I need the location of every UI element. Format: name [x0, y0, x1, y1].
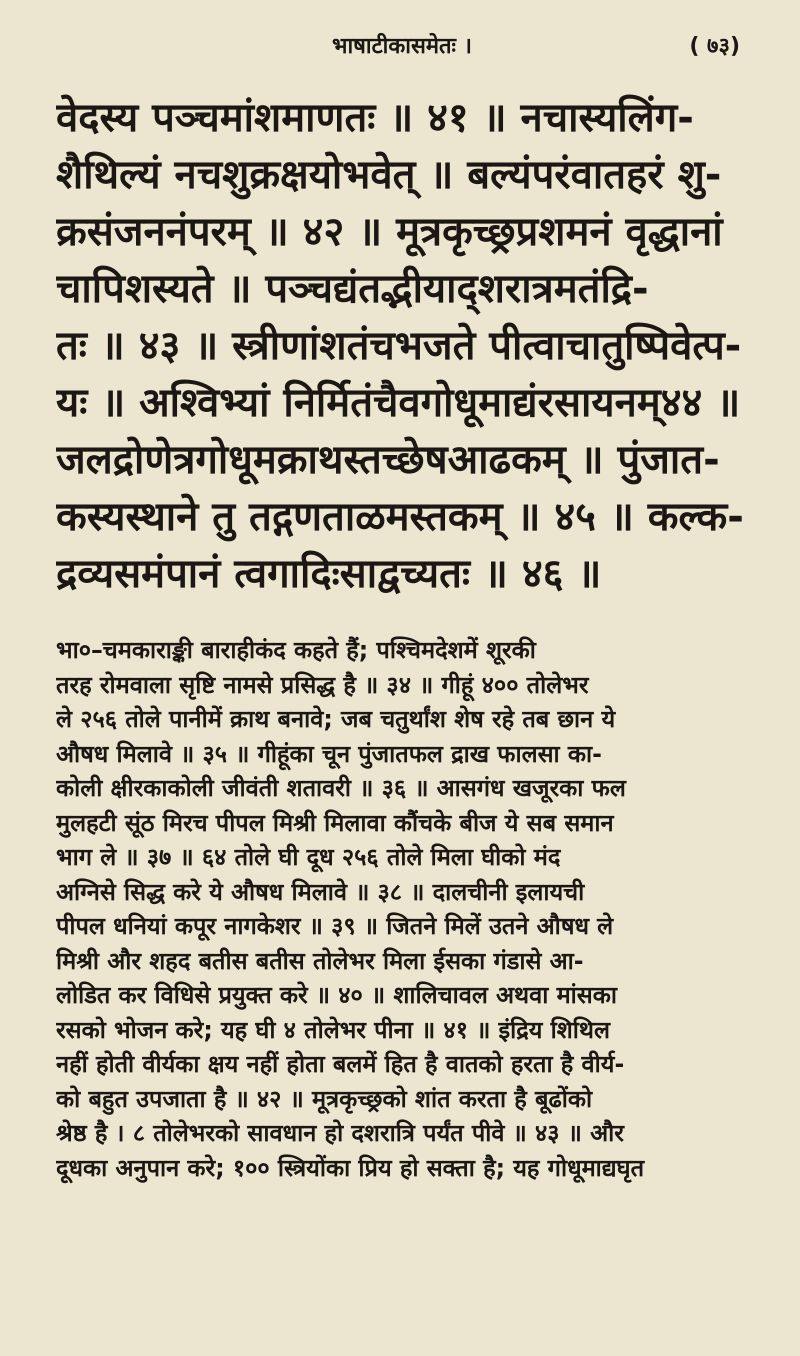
commentary-line: मिश्री और शहद बतीस बतीस तोलेभर मिला ईसका गंडासे आ- — [56, 946, 584, 975]
running-title: भाषाटीकासमेतः । — [332, 34, 472, 59]
verse-line: शैथिल्यं नचशुक्रक्षयोभवेत् ॥ बल्यंपरंवातहरं शु- — [56, 152, 722, 198]
commentary-line: को बहुत उपजाता है ॥ ४२ ॥ मूत्रकृच्छ्रको शांत करता है बूढोंको — [56, 1084, 593, 1113]
verse-line: जलद्रोणेत्रगोधूमक्राथस्तच्छेषआढकम् ॥ पुंजात- — [56, 437, 720, 483]
sanskrit-verse-block — [56, 90, 748, 603]
commentary-line: मुलहटी सूंठ मिरच पीपल मिश्री मिलावा कौंचके बीज ये सब समान — [56, 808, 614, 837]
verse-line: द्रव्यसमंपानं त्वगादिःसाद्वच्यतः ॥ ४६ ॥ — [56, 551, 602, 597]
verse-line: वेदस्य पञ्चमांशमाणतः ॥ ४१ ॥ नचास्यलिंग- — [56, 95, 694, 141]
commentary-line: अग्निसे सिद्ध करे ये औषध मिलावे ॥ ३८ ॥ दालचीनी इलायची — [56, 877, 585, 906]
verse-line: यः ॥ अश्विभ्यां निर्मितंचैवगोधूमाद्यंरसायनम्४४ ॥ — [56, 380, 741, 426]
verse-line: कस्यस्थाने तु तद्गणताळमस्तकम् ॥ ४५ ॥ कल्क- — [56, 494, 744, 540]
commentary-line: पीपल धनियां कपूर नागकेशर ॥ ३९ ॥ जितने मिलें उतने औषध ले — [56, 912, 614, 940]
commentary-line: कोली क्षीरकाकोली जीवंती शतावरी ॥ ३६ ॥ आसगंध खजूरका फल — [56, 774, 626, 802]
hindi-commentary-block — [56, 633, 748, 1185]
page-number: ( ७३) — [689, 34, 740, 59]
commentary-line: रसको भोजन करे; यह घी ४ तोलेभर पीना ॥ ४१ ॥ इंद्रिय शिथिल — [56, 1015, 610, 1044]
verse-line: क्रसंजननंपरम् ॥ ४२ ॥ मूत्रकृच्छ्रप्रशमनं वृद्धानां — [56, 209, 723, 255]
running-head — [56, 30, 748, 68]
commentary-line: दूधका अनुपान करे; १०० स्त्रियोंका प्रिय हो सक्ता है; यह गोधूमाद्यघृत — [56, 1153, 645, 1182]
commentary-line: भाग ले ॥ ३७ ॥ ६४ तोले घी दूध २५६ तोले मिला घीको मंद — [56, 843, 561, 871]
commentary-line: भा०–चमकाराङ्की बाराहीकंद कहते हैं; पश्चिमदेशमें शूरकी — [56, 636, 536, 664]
verse-line: चापिशस्यते ॥ पञ्चद्यंतद्भीयाद्शरात्रमतंद्रि- — [56, 266, 649, 312]
commentary-line: ले २५६ तोले पानीमें क्राथ बनावे; जब चतुर्थांश शेष रहे तब छान ये — [56, 705, 616, 733]
commentary-line: औषध मिलावे ॥ ३५ ॥ गीहूंका चून पुंजातफल द्राख फालसा का- — [56, 739, 602, 768]
commentary-line: तरह रोमवाला सृष्टि नामसे प्रसिद्ध है ॥ ३४ ॥ गीहूं ४०० तोलेभर — [56, 670, 589, 699]
commentary-line: श्रेष्ठ है । ८ तोलेभरको सावधान हो दशरात्रि पर्यंत पीवे ॥ ४३ ॥ और — [56, 1119, 624, 1147]
commentary-line: लोडित कर विधिसे प्रयुक्त करे ॥ ४० ॥ शालिचावल अथवा मांसका — [56, 981, 617, 1009]
verse-line: तः ॥ ४३ ॥ स्त्रीणांशतंचभजते पीत्वाचातुष्पिवेत्प- — [56, 323, 742, 369]
commentary-line: नहीं होती वीर्यका क्षय नहीं होता बलमें हित है वातको हरता है वीर्य- — [56, 1050, 625, 1078]
